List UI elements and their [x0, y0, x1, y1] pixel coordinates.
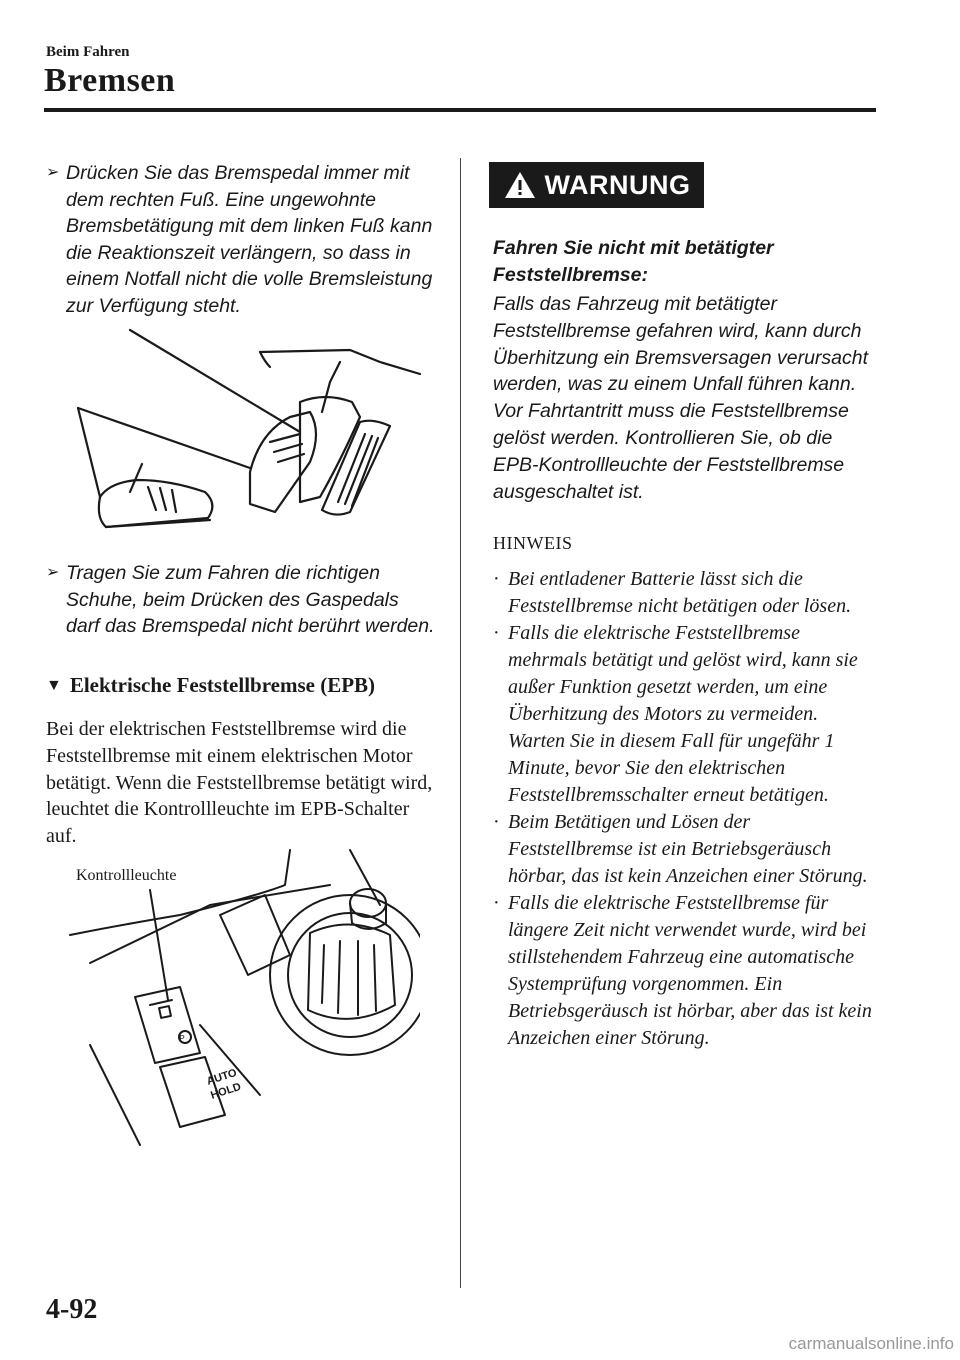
subheading-text: Elektrische Feststellbremse (EPB) — [69, 673, 376, 697]
switch-auto-label: AUTO — [205, 1066, 239, 1088]
hinweis-item: · Falls die elektrische Feststellbremse für längere Zeit nicht verwendet wurde, wird bei stillstehendem Fahrzeug eine automatische Systemprüfung vorgenommen. Ein Betriebsgeräusch ist hörbar, aber das ist kein Anzeichen einer Störung. — [493, 890, 873, 1052]
warning-text: Falls das Fahrzeug mit betätigter Feststellbremse gefahren wird, kann durch Überhitzung ein Bremsversagen verursacht werden, was zu einem Unfall führen kann. Vor Fahrtantritt muss die Feststellbremse gelöst werden. Kontrollieren Sie, ob die EPB-Kontrollleuchte der Feststellbremse ausgeschaltet ist. — [493, 293, 869, 503]
hinweis-title: HINWEIS — [493, 533, 573, 553]
dot-bullet-icon: · — [493, 811, 500, 833]
bullet-text: Drücken Sie das Bremspedal immer mit dem rechten Fuß. Eine ungewohnte Bremsbetätigung mit dem linken Fuß kann die Reaktionszeit verlängern, so dass in einem Notfall nicht die volle Bremsleistung zur Verfügung steht. — [66, 162, 433, 317]
section-title: Bremsen — [44, 62, 176, 99]
switch-hold-label: HOLD — [209, 1080, 243, 1102]
epb-paragraph: Bei der elektrischen Feststellbremse wird die Feststellbremse mit einem elektrischen Motor betätigt. Wenn die Feststellbremse betätigt wird, leuchtet die Kontrollleuchte im EPB-Schalter auf. — [46, 718, 433, 848]
column-divider — [460, 158, 461, 1288]
triangle-down-icon: ▼ — [46, 676, 62, 694]
dot-bullet-icon: · — [493, 568, 500, 590]
figure-label-kontrollleuchte: Kontrollleuchte — [76, 867, 177, 884]
hinweis-item: · Falls die elektrische Feststellbremse mehrmals betätigt und gelöst wird, kann sie außer Funktion gesetzt werden, um eine Überhitzung des Motors zu vermeiden. Warten Sie in diesem Fall für ungefähr 1 Minute, bevor Sie den elektrischen Feststellbremsschalter erneut betätigen. — [493, 620, 873, 809]
warning-badge — [489, 162, 704, 208]
epb-switch-illustration — [60, 845, 420, 1165]
watermark: carmanualsonline.info — [788, 1334, 954, 1353]
header-divider — [44, 108, 876, 112]
switch-p-label: P — [179, 1034, 185, 1043]
dot-bullet-icon: · — [493, 622, 500, 644]
pedal-illustration — [60, 322, 440, 540]
page-number: 4-92 — [46, 1294, 98, 1325]
warning-triangle-icon — [503, 170, 537, 200]
arrow-bullet-icon: ➢ — [46, 164, 60, 181]
bullet-shoes — [46, 560, 436, 640]
bullet-right-foot — [46, 160, 436, 319]
dot-bullet-icon: · — [493, 892, 500, 914]
bullet-text: Tragen Sie zum Fahren die richtigen Schuhe, beim Drücken des Gaspedals darf das Bremspedal nicht berührt werden. — [66, 562, 435, 637]
chapter-label: Beim Fahren — [46, 44, 130, 60]
warning-title: Fahren Sie nicht mit betätigter Feststellbremse: — [493, 237, 774, 286]
warning-label: WARNUNG — [544, 169, 691, 200]
hinweis-item: · Bei entladener Batterie lässt sich die Feststellbremse nicht betätigen oder lösen. — [493, 566, 873, 620]
arrow-bullet-icon: ➢ — [46, 564, 60, 581]
hinweis-item: · Beim Betätigen und Lösen der Feststellbremse ist ein Betriebsgeräusch hörbar, das ist kein Anzeichen einer Störung. — [493, 809, 873, 890]
hinweis-list — [493, 566, 873, 1052]
subheading-epb — [46, 673, 375, 698]
